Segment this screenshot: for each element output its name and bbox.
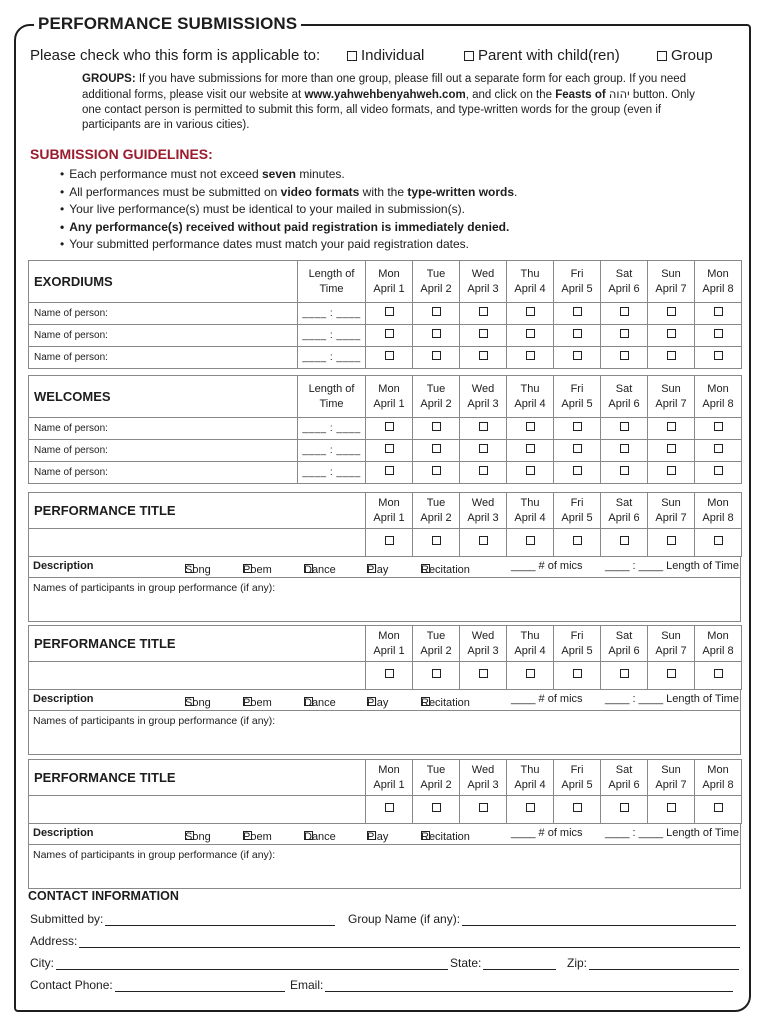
checkbox-parent[interactable] [464,51,474,61]
exordiums-table [28,260,742,369]
day-checkbox-cell[interactable] [695,418,742,440]
day-checkbox-cell[interactable] [366,347,413,369]
groups-note: GROUPS: If you have submissions for more than one group, please fill out a separate form for each group. If you need additional forms, please visit our website at www.yahwehbenyahweh.com, and click on the Feasts of יהוה button. Only one contact person is permitted to submit this form, all video formats, and type-written words for the group (even if participants are in various cities). [82,73,695,131]
guideline-item: • Your live performance(s) must be identical to your mailed in submission(s). [60,201,517,219]
description-row: Description Song Poem Dance Play Recitation ____ # of mics ____ : ____ Length of Time [28,689,741,711]
day-checkbox-cell[interactable] [601,796,648,824]
day-checkbox-cell[interactable] [648,303,695,325]
day-checkbox-cell[interactable] [413,325,460,347]
time-field[interactable]: ____ : ____ [298,462,366,484]
name-of-person-field[interactable]: Name of person: [29,303,298,325]
day-checkbox[interactable] [526,466,535,475]
day-checkbox[interactable] [667,329,676,338]
day-header: Tue April 2 [413,493,460,529]
day-checkbox[interactable] [526,803,535,812]
day-checkbox-cell[interactable] [507,529,554,557]
checkbox-individual[interactable] [347,51,357,61]
day-checkbox[interactable] [432,536,441,545]
performance-title-field[interactable]: PERFORMANCE TITLE [29,493,366,529]
day-checkbox[interactable] [714,444,723,453]
day-checkbox[interactable] [620,444,629,453]
zip-field[interactable]: Zip: [567,956,739,970]
day-checkbox-cell[interactable] [413,440,460,462]
group-name-field[interactable]: Group Name (if any): [348,912,736,926]
section-title: EXORDIUMS [29,261,298,303]
day-header: Tue April 2 [413,760,460,796]
day-checkbox-cell[interactable] [460,418,507,440]
day-header: Mon April 1 [366,760,413,796]
day-checkbox-cell[interactable] [601,303,648,325]
welcomes-table [28,375,742,484]
day-checkbox-cell[interactable] [648,662,695,690]
day-checkbox[interactable] [526,351,535,360]
performance-title-field[interactable]: PERFORMANCE TITLE [29,760,366,796]
day-checkbox-cell[interactable] [601,325,648,347]
day-header: Thu April 4 [507,376,554,418]
day-checkbox[interactable] [479,444,488,453]
day-header: Fri April 5 [554,376,601,418]
day-checkbox-cell[interactable] [413,303,460,325]
day-checkbox-cell[interactable] [554,347,601,369]
day-checkbox-cell[interactable] [554,796,601,824]
hebrew-name: יהוה [608,87,630,101]
day-checkbox[interactable] [620,466,629,475]
day-checkbox-cell[interactable] [507,462,554,484]
day-header: Fri April 5 [554,626,601,662]
description-label: Description [33,827,94,839]
day-checkbox-cell[interactable] [648,462,695,484]
day-checkbox[interactable] [573,466,582,475]
day-header: Sat April 6 [601,760,648,796]
day-checkbox[interactable] [385,444,394,453]
time-field[interactable]: ____ : ____ [298,440,366,462]
website-link[interactable]: www.yahwehbenyahweh.com [304,89,466,101]
day-checkbox[interactable] [667,422,676,431]
day-checkbox-cell[interactable] [554,440,601,462]
day-checkbox-cell[interactable] [413,529,460,557]
day-checkbox[interactable] [432,329,441,338]
day-checkbox[interactable] [479,307,488,316]
day-header: Wed April 3 [460,760,507,796]
submitted-by-field[interactable]: Submitted by: [30,912,335,926]
day-checkbox-cell[interactable] [507,662,554,690]
day-checkbox[interactable] [620,536,629,545]
description-label: Description [33,560,94,572]
section-title: WELCOMES [29,376,298,418]
day-header: Mon April 8 [695,376,742,418]
day-header: Fri April 5 [554,760,601,796]
name-of-person-field[interactable]: Name of person: [29,325,298,347]
email-field[interactable]: Email: [290,978,733,992]
day-checkbox-cell[interactable] [554,303,601,325]
day-checkbox[interactable] [432,669,441,678]
day-header: Tue April 2 [413,626,460,662]
day-checkbox[interactable] [526,329,535,338]
day-checkbox-cell[interactable] [695,347,742,369]
day-header: Tue April 2 [413,376,460,418]
day-header: Sun April 7 [648,760,695,796]
name-of-person-field[interactable]: Name of person: [29,440,298,462]
day-header: Mon April 8 [695,261,742,303]
description-label: Description [33,693,94,705]
form-title: PERFORMANCE SUBMISSIONS [34,14,301,34]
guidelines-list [60,166,517,254]
day-checkbox-cell[interactable] [601,418,648,440]
day-checkbox[interactable] [620,669,629,678]
length-of-time-header: Length of Time [298,376,366,418]
performance-title-blank[interactable] [29,529,366,557]
city-field[interactable]: City: [30,956,448,970]
day-checkbox[interactable] [667,803,676,812]
day-checkbox[interactable] [385,803,394,812]
day-header: Mon April 1 [366,626,413,662]
day-header: Sat April 6 [601,493,648,529]
day-checkbox[interactable] [526,307,535,316]
day-header: Mon April 8 [695,493,742,529]
day-header: Mon April 8 [695,626,742,662]
day-header: Sun April 7 [648,493,695,529]
day-checkbox-cell[interactable] [648,418,695,440]
name-of-person-field[interactable]: Name of person: [29,418,298,440]
contact-title: CONTACT INFORMATION [28,889,179,903]
day-checkbox-cell[interactable] [507,418,554,440]
phone-field[interactable]: Contact Phone: [30,978,285,992]
day-checkbox[interactable] [432,444,441,453]
day-checkbox-cell[interactable] [413,418,460,440]
day-checkbox[interactable] [479,669,488,678]
day-checkbox[interactable] [479,466,488,475]
day-header: Sun April 7 [648,376,695,418]
time-field[interactable]: ____ : ____ [298,347,366,369]
day-checkbox[interactable] [526,669,535,678]
day-checkbox[interactable] [385,536,394,545]
mics-field[interactable]: ____ # of mics [511,560,583,572]
day-header: Sun April 7 [648,626,695,662]
day-checkbox-cell[interactable] [648,325,695,347]
day-checkbox-cell[interactable] [695,796,742,824]
day-header: Wed April 3 [460,376,507,418]
day-checkbox-cell[interactable] [460,796,507,824]
day-checkbox[interactable] [667,536,676,545]
day-checkbox[interactable] [714,329,723,338]
day-checkbox-cell[interactable] [554,325,601,347]
day-header: Thu April 4 [507,626,554,662]
day-checkbox[interactable] [620,803,629,812]
day-checkbox-cell[interactable] [601,462,648,484]
day-checkbox-cell[interactable] [413,662,460,690]
state-field[interactable]: State: [450,956,556,970]
day-checkbox-cell[interactable] [366,325,413,347]
day-header: Fri April 5 [554,493,601,529]
day-checkbox-cell[interactable] [695,462,742,484]
day-header: Mon April 1 [366,261,413,303]
length-of-time-field[interactable]: ____ : ____ Length of Time [605,827,739,839]
day-checkbox[interactable] [479,422,488,431]
day-checkbox[interactable] [432,351,441,360]
day-checkbox-cell[interactable] [695,325,742,347]
day-checkbox[interactable] [479,536,488,545]
day-header: Mon April 1 [366,493,413,529]
day-checkbox-cell[interactable] [554,418,601,440]
day-checkbox[interactable] [573,329,582,338]
day-checkbox[interactable] [573,536,582,545]
time-field[interactable]: ____ : ____ [298,418,366,440]
day-checkbox[interactable] [667,466,676,475]
day-checkbox[interactable] [573,803,582,812]
day-checkbox-cell[interactable] [366,303,413,325]
day-checkbox[interactable] [479,803,488,812]
day-checkbox-cell[interactable] [648,796,695,824]
day-checkbox-cell[interactable] [413,796,460,824]
day-checkbox-cell[interactable] [366,462,413,484]
time-field[interactable]: ____ : ____ [298,325,366,347]
day-checkbox[interactable] [667,444,676,453]
option-group[interactable]: Group [657,47,713,64]
day-header: Fri April 5 [554,261,601,303]
option-individual[interactable]: Individual [347,47,424,64]
day-checkbox[interactable] [620,329,629,338]
day-checkbox[interactable] [479,329,488,338]
day-checkbox[interactable] [667,669,676,678]
day-checkbox[interactable] [385,351,394,360]
guideline-item: • Your submitted performance dates must match your paid registration dates. [60,236,517,254]
day-checkbox-cell[interactable] [413,347,460,369]
applicable-label: Please check who this form is applicable to: [30,47,321,64]
guideline-item: • All performances must be submitted on video formats with the type-written words. [60,184,517,202]
day-checkbox-cell[interactable] [366,440,413,462]
day-checkbox-cell[interactable] [601,662,648,690]
guideline-item: • Any performance(s) received without paid registration is immediately denied. [60,219,517,237]
day-checkbox-cell[interactable] [460,462,507,484]
day-header: Sat April 6 [601,626,648,662]
day-checkbox[interactable] [620,351,629,360]
day-checkbox[interactable] [526,536,535,545]
day-checkbox-cell[interactable] [507,325,554,347]
day-checkbox[interactable] [573,444,582,453]
day-checkbox[interactable] [714,803,723,812]
day-checkbox[interactable] [620,422,629,431]
day-checkbox[interactable] [667,307,676,316]
time-field[interactable]: ____ : ____ [298,303,366,325]
day-checkbox[interactable] [573,307,582,316]
day-checkbox-cell[interactable] [507,440,554,462]
day-checkbox-cell[interactable] [507,347,554,369]
day-header: Sat April 6 [601,261,648,303]
day-checkbox[interactable] [432,466,441,475]
day-header: Sun April 7 [648,261,695,303]
day-checkbox-cell[interactable] [648,440,695,462]
day-checkbox[interactable] [714,351,723,360]
day-checkbox-cell[interactable] [695,303,742,325]
day-checkbox-cell[interactable] [366,418,413,440]
day-header: Thu April 4 [507,493,554,529]
day-header: Mon April 1 [366,376,413,418]
day-checkbox[interactable] [385,466,394,475]
day-checkbox-cell[interactable] [366,796,413,824]
day-checkbox-cell[interactable] [460,325,507,347]
performance-title-blank[interactable] [29,662,366,690]
length-of-time-field[interactable]: ____ : ____ Length of Time [605,693,739,705]
option-parent-with-children[interactable]: Parent with child(ren) [464,47,620,64]
day-checkbox-cell[interactable] [601,347,648,369]
guidelines-title: SUBMISSION GUIDELINES: [30,146,213,162]
day-header: Wed April 3 [460,626,507,662]
day-header: Mon April 8 [695,760,742,796]
day-header: Wed April 3 [460,261,507,303]
mics-field[interactable]: ____ # of mics [511,827,583,839]
day-checkbox[interactable] [526,444,535,453]
name-of-person-field[interactable]: Name of person: [29,347,298,369]
participants-field[interactable]: Names of participants in group performance (if any): [28,578,741,622]
day-checkbox-cell[interactable] [648,347,695,369]
performance-title-field[interactable]: PERFORMANCE TITLE [29,626,366,662]
day-checkbox[interactable] [432,803,441,812]
description-row: Description Song Poem Dance Play Recitation ____ # of mics ____ : ____ Length of Time [28,556,741,578]
name-of-person-field[interactable]: Name of person: [29,462,298,484]
day-checkbox-cell[interactable] [601,529,648,557]
day-checkbox[interactable] [385,307,394,316]
participants-field[interactable]: Names of participants in group performance (if any): [28,845,741,889]
day-checkbox[interactable] [573,669,582,678]
day-checkbox[interactable] [385,329,394,338]
day-checkbox[interactable] [526,422,535,431]
day-header: Wed April 3 [460,493,507,529]
performance-table [28,492,742,557]
day-checkbox-cell[interactable] [460,440,507,462]
day-checkbox-cell[interactable] [366,529,413,557]
length-of-time-field[interactable]: ____ : ____ Length of Time [605,560,739,572]
day-checkbox-cell[interactable] [507,796,554,824]
day-checkbox[interactable] [432,307,441,316]
guideline-item: • Each performance must not exceed seven minutes. [60,166,517,184]
day-checkbox-cell[interactable] [601,440,648,462]
day-checkbox-cell[interactable] [648,529,695,557]
day-checkbox-cell[interactable] [554,462,601,484]
day-checkbox[interactable] [667,351,676,360]
day-checkbox-cell[interactable] [695,662,742,690]
mics-field[interactable]: ____ # of mics [511,693,583,705]
day-checkbox-cell[interactable] [460,662,507,690]
performance-table [28,759,742,824]
length-of-time-header: Length of Time [298,261,366,303]
day-checkbox-cell[interactable] [460,529,507,557]
day-header: Thu April 4 [507,261,554,303]
day-checkbox[interactable] [385,669,394,678]
day-header: Thu April 4 [507,760,554,796]
checkbox-group[interactable] [657,51,667,61]
day-checkbox[interactable] [432,422,441,431]
performance-title-blank[interactable] [29,796,366,824]
participants-field[interactable]: Names of participants in group performance (if any): [28,711,741,755]
day-checkbox[interactable] [714,466,723,475]
day-checkbox-cell[interactable] [460,347,507,369]
day-checkbox-cell[interactable] [554,529,601,557]
day-checkbox[interactable] [385,422,394,431]
day-checkbox[interactable] [479,351,488,360]
address-field[interactable]: Address: [30,934,740,948]
day-checkbox-cell[interactable] [366,662,413,690]
day-checkbox[interactable] [714,307,723,316]
day-checkbox-cell[interactable] [460,303,507,325]
performance-table [28,625,742,690]
day-header: Tue April 2 [413,261,460,303]
description-row: Description Song Poem Dance Play Recitation ____ # of mics ____ : ____ Length of Time [28,823,741,845]
day-checkbox[interactable] [620,307,629,316]
day-header: Sat April 6 [601,376,648,418]
day-checkbox[interactable] [573,351,582,360]
day-checkbox-cell[interactable] [554,662,601,690]
day-checkbox-cell[interactable] [695,529,742,557]
day-checkbox-cell[interactable] [695,440,742,462]
day-checkbox-cell[interactable] [413,462,460,484]
day-checkbox[interactable] [714,536,723,545]
day-checkbox-cell[interactable] [507,303,554,325]
day-checkbox[interactable] [714,669,723,678]
day-checkbox[interactable] [714,422,723,431]
day-checkbox[interactable] [573,422,582,431]
